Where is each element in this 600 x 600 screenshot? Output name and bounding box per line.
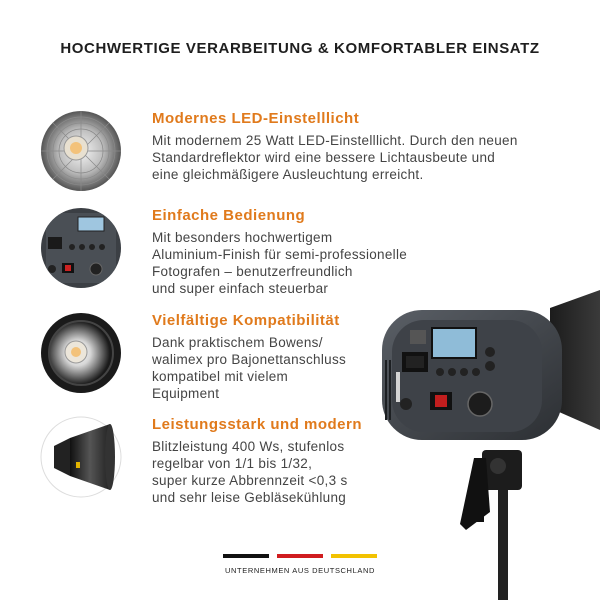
description-line: Standardreflektor wird eine bessere Lichtausbeute und (152, 150, 496, 165)
description-line: Mit modernem 25 Watt LED-Einstelllicht. Durch den neuen (152, 133, 518, 148)
feature-title: Modernes LED-Einstelllicht (152, 110, 360, 127)
led-modeling-light-icon (40, 110, 122, 192)
feature-title: Vielfältige Kompatibilität (152, 312, 340, 329)
feature-title: Einfache Bedienung (152, 207, 306, 224)
description-line: Fotografen – benutzerfreundlich (152, 264, 353, 279)
feature-description (152, 438, 348, 506)
description-line: regelbar von 1/1 bis 1/32, (152, 456, 313, 471)
description-line: walimex pro Bajonettanschluss (152, 352, 347, 367)
feature-description (152, 132, 518, 183)
description-line: Dank praktischem Bowens/ (152, 335, 323, 350)
bayonet-mount-icon (40, 312, 122, 394)
feature-led-light (0, 110, 600, 200)
description-line: super kurze Abbrennzeit <0,3 s (152, 473, 348, 488)
feature-title: Leistungsstark und modern (152, 416, 363, 433)
footer-text: UNTERNEHMEN AUS DEUTSCHLAND (225, 566, 375, 575)
flag-stripe-red (277, 554, 323, 558)
description-line: und sehr leise Gebläsekühlung (152, 490, 347, 505)
description-line: Mit besonders hochwertigem (152, 230, 333, 245)
description-line: und super einfach steuerbar (152, 281, 329, 296)
flag-stripe-black (223, 554, 269, 558)
page-title: HOCHWERTIGE VERARBEITUNG & KOMFORTABLER EINSATZ (60, 40, 540, 57)
control-panel-icon (40, 207, 122, 289)
description-line: eine gleichmäßigere Ausleuchtung erreicht. (152, 167, 424, 182)
description-line: kompatibel mit vielem (152, 369, 289, 384)
description-line: Equipment (152, 386, 220, 401)
feature-description (152, 334, 346, 402)
description-line: Blitzleistung 400 Ws, stufenlos (152, 439, 345, 454)
studio-flash-icon (370, 280, 600, 600)
feature-description (152, 229, 407, 297)
reflector-icon (40, 416, 122, 498)
description-line: Aluminium-Finish für semi-professionelle (152, 247, 408, 262)
flag-stripe-gold (331, 554, 377, 558)
